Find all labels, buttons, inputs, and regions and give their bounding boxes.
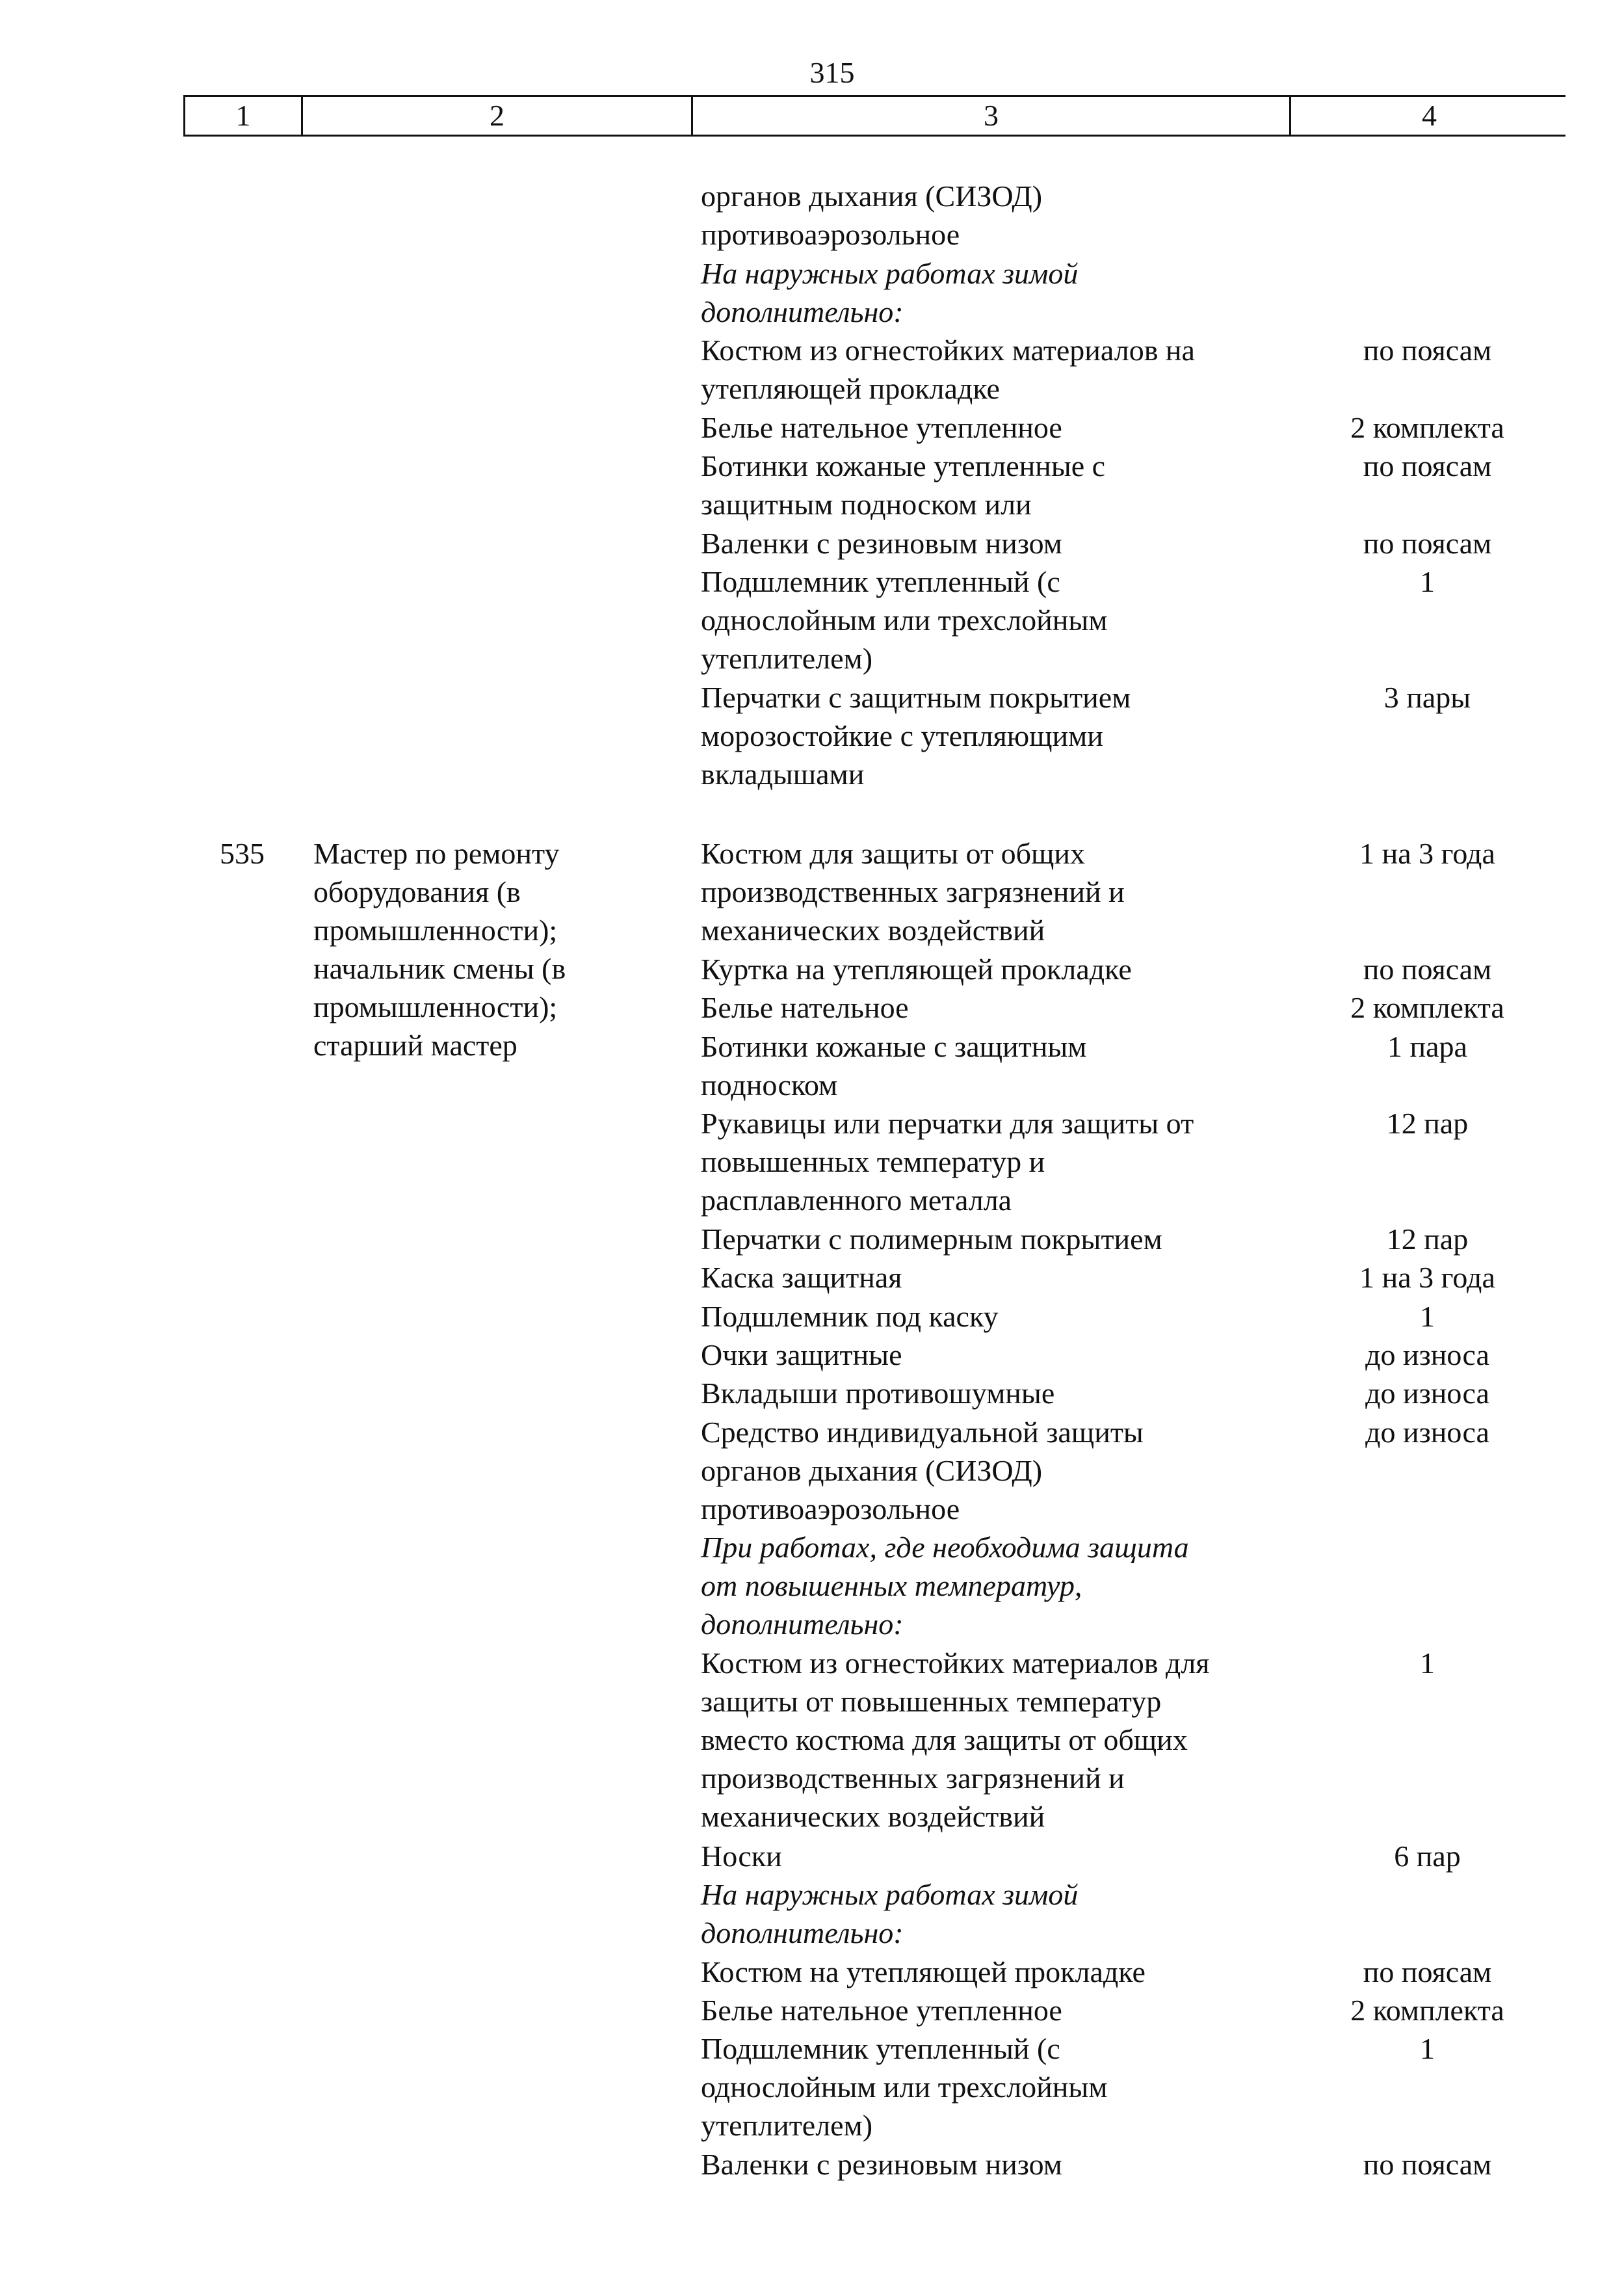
text-line: Мастер по ремонту (313, 837, 560, 870)
section-note (701, 254, 1286, 331)
text-line: Подшлемник утепленный (с (701, 2032, 1060, 2066)
ppe-item (701, 2145, 1286, 2184)
text-line: противоаэрозольное (701, 218, 960, 251)
ppe-item (701, 447, 1286, 523)
text-line: Очки защитные (701, 1338, 902, 1371)
ppe-quantity: по поясам (1363, 952, 1492, 986)
header-col-2: 2 (303, 97, 693, 135)
ppe-item (701, 950, 1286, 988)
ppe-quantity: 1 на 3 года (1359, 1261, 1495, 1295)
ppe-item (701, 1297, 1286, 1336)
ppe-quantity: 2 комплекта (1350, 1994, 1504, 2027)
ppe-item (701, 177, 1286, 254)
ppe-quantity: 1 (1420, 565, 1435, 598)
ppe-quantity: 12 пар (1386, 1107, 1469, 1141)
ppe-quantity: по поясам (1363, 2148, 1492, 2182)
ppe-item (701, 1220, 1286, 1258)
text-line: механических воздействий (701, 914, 1045, 947)
text-line: подноском (701, 1068, 838, 1102)
text-line: противоаэрозольное (701, 1492, 960, 1525)
text-line: механических воздействий (701, 1800, 1045, 1834)
text-line: однослойным или трехслойным (701, 2070, 1108, 2104)
ppe-item (701, 1413, 1286, 1528)
ppe-quantity: 1 пара (1387, 1029, 1467, 1063)
text-line: Костюм на утепляющей прокладке (701, 1955, 1146, 1988)
ppe-item (701, 1104, 1286, 1219)
ppe-quantity: по поясам (1363, 449, 1492, 483)
header-col-4: 4 (1422, 99, 1437, 132)
ppe-item (701, 834, 1286, 949)
ppe-item (701, 1991, 1286, 2029)
ppe-item (701, 1027, 1286, 1104)
ppe-quantity: по поясам (1363, 1955, 1492, 1988)
text-line: Белье нательное (701, 991, 909, 1025)
ppe-item (701, 988, 1286, 1027)
text-line: При работах, где необходима защита (701, 1531, 1189, 1564)
text-line: дополнительно: (701, 1607, 904, 1641)
text-line: производственных загрязнений и (701, 1762, 1125, 1795)
ppe-quantity: по поясам (1363, 526, 1492, 560)
text-line: Ботинки кожаные с защитным (701, 1029, 1087, 1063)
text-line: расплавленного металла (701, 1183, 1012, 1217)
text-line: Валенки с резиновым низом (701, 2148, 1062, 2182)
text-line: Перчатки с полимерным покрытием (701, 1222, 1162, 1256)
text-line: Ботинки кожаные утепленные с (701, 449, 1106, 483)
ppe-item (701, 1336, 1286, 1374)
ppe-quantity: 1 на 3 года (1359, 837, 1495, 870)
ppe-quantity: по поясам (1363, 334, 1492, 367)
text-line: однослойным или трехслойным (701, 603, 1108, 637)
text-line: промышленности); (313, 914, 558, 947)
ppe-item (701, 1953, 1286, 1991)
text-line: вместо костюма для защиты от общих (701, 1723, 1188, 1757)
ppe-quantity: 1 (1420, 1646, 1435, 1680)
job-title (313, 834, 677, 1064)
text-line: вкладышами (701, 757, 865, 791)
ppe-item (701, 562, 1286, 678)
ppe-item (701, 1374, 1286, 1412)
ppe-item (701, 1837, 1286, 1875)
text-line: Средство индивидуальной защиты (701, 1415, 1144, 1449)
ppe-quantity: до износа (1365, 1377, 1489, 1410)
ppe-item (701, 1258, 1286, 1297)
text-line: Подшлемник под каску (701, 1299, 999, 1333)
text-line: Костюм для защиты от общих (701, 837, 1086, 870)
text-line: начальник смены (в (313, 952, 566, 985)
ppe-quantity: 2 комплекта (1350, 991, 1504, 1025)
text-line: Белье нательное утепленное (701, 410, 1062, 444)
text-line: Вкладыши противошумные (701, 1377, 1055, 1410)
text-line: морозостойкие с утепляющими (701, 719, 1103, 752)
text-line: Подшлемник утепленный (с (701, 565, 1060, 598)
text-line: защитным подноском или (701, 488, 1032, 521)
ppe-item (701, 524, 1286, 562)
header-col-3: 3 (693, 97, 1291, 135)
ppe-quantity: до износа (1365, 1338, 1489, 1371)
entry-number: 535 (220, 837, 265, 870)
text-line: повышенных температур и (701, 1145, 1045, 1179)
ppe-quantity: 6 пар (1394, 1839, 1461, 1873)
text-line: старший мастер (313, 1029, 517, 1062)
text-line: Куртка на утепляющей прокладке (701, 952, 1132, 986)
text-line: защиты от повышенных температур (701, 1685, 1162, 1719)
ppe-quantity: 1 (1420, 1299, 1435, 1333)
text-line: На наружных работах зимой (701, 256, 1079, 290)
text-line: Носки (701, 1839, 782, 1873)
text-line: Белье нательное утепленное (701, 1994, 1062, 2027)
ppe-quantity: 2 комплекта (1350, 410, 1504, 444)
text-line: Перчатки с защитным покрытием (701, 680, 1131, 714)
text-line: утеплителем) (701, 2109, 873, 2143)
text-line: Костюм из огнестойких материалов для (701, 1646, 1210, 1680)
text-line: дополнительно: (701, 295, 904, 328)
text-line: утепляющей прокладке (701, 372, 1000, 406)
text-line: оборудования (в (313, 875, 521, 908)
text-line: Каска защитная (701, 1261, 902, 1295)
text-line: Рукавицы или перчатки для защиты от (701, 1107, 1194, 1141)
header-col-1: 1 (185, 97, 303, 135)
text-line: Костюм из огнестойких материалов на (701, 334, 1195, 367)
ppe-quantity: 1 (1420, 2032, 1435, 2066)
text-line: от повышенных температур, (701, 1569, 1082, 1603)
text-line: производственных загрязнений и (701, 875, 1125, 908)
section-note (701, 1875, 1286, 1952)
text-line: органов дыхания (СИЗОД) (701, 179, 1043, 213)
ppe-item (701, 678, 1286, 793)
ppe-item (701, 2029, 1286, 2144)
ppe-item (701, 1644, 1286, 1836)
ppe-quantity: 3 пары (1383, 680, 1471, 714)
page-number: 315 (809, 56, 855, 89)
text-line: Валенки с резиновым низом (701, 526, 1062, 560)
text-line: дополнительно: (701, 1916, 904, 1950)
ppe-item (701, 408, 1286, 447)
section-note (701, 1528, 1286, 1643)
text-line: На наружных работах зимой (701, 1878, 1079, 1912)
ppe-item (701, 331, 1286, 408)
text-line: органов дыхания (СИЗОД) (701, 1453, 1043, 1487)
text-line: утеплителем) (701, 642, 873, 675)
ppe-quantity: 12 пар (1386, 1222, 1469, 1256)
ppe-quantity: до износа (1365, 1415, 1489, 1449)
text-line: промышленности); (313, 990, 558, 1023)
